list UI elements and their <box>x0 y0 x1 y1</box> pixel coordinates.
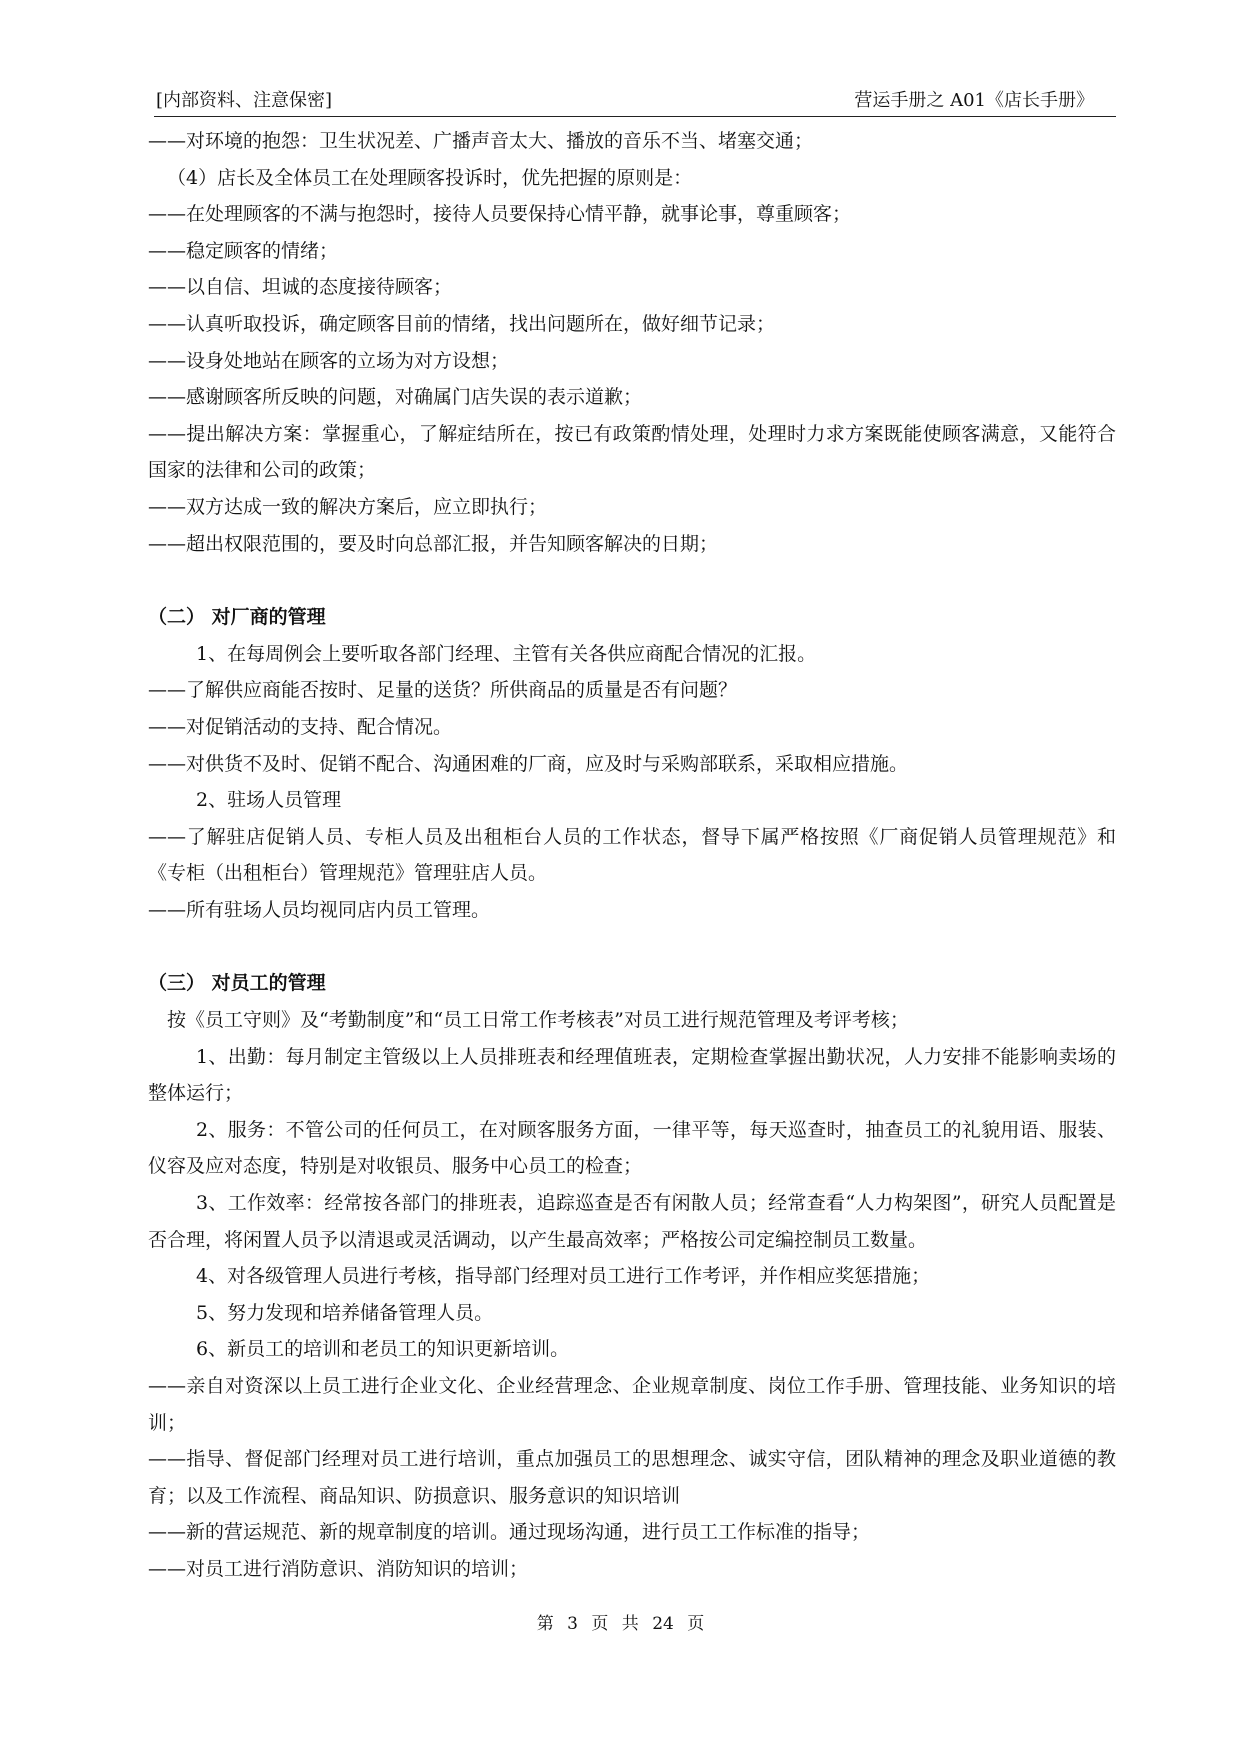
paragraph: ——对环境的抱怨：卫生状况差、广播声音太大、播放的音乐不当、堵塞交通； <box>148 130 814 152</box>
page-unit: 页 <box>591 1614 609 1634</box>
paragraph: 4、对各级管理人员进行考核，指导部门经理对员工进行工作考评，并作相应奖惩措施； <box>196 1265 931 1288</box>
paragraph: ——指导、督促部门经理对员工进行培训，重点加强员工的思想理念、诚实守信，团队精神的理念及职业道德的教育；以及工作流程、商品知识、防损意识、服务意识的知识培训 <box>148 1448 1116 1507</box>
paragraph: ——双方达成一致的解决方案后，应立即执行； <box>148 495 548 518</box>
document-body <box>148 123 1116 1588</box>
page-footer <box>0 1609 1241 1634</box>
paragraph: ——在处理顾客的不满与抱怨时，接待人员要保持心情平静，就事论事，尊重顾客； <box>148 203 852 226</box>
total-label: 共 <box>621 1614 639 1634</box>
page-number: 3 <box>567 1614 578 1634</box>
paragraph: ——设身处地站在顾客的立场为对方设想； <box>148 349 510 372</box>
paragraph: ——了解驻店促销人员、专柜人员及出租柜台人员的工作状态，督导下属严格按照《厂商促销人员管理规范》和《专柜（出租柜台）管理规范》管理驻店人员。 <box>148 825 1116 885</box>
paragraph: 2、驻场人员管理 <box>196 789 342 812</box>
paragraph: ——亲自对资深以上员工进行企业文化、企业经营理念、企业规章制度、岗位工作手册、管理技能、业务知识的培训； <box>148 1375 1116 1434</box>
paragraph: ——稳定顾客的情绪； <box>148 239 339 262</box>
header-manual-title: 营运手册之 A01《店长手册》 <box>854 90 1094 111</box>
section-heading-staff: （三） 对员工的管理 <box>148 972 326 995</box>
paragraph: ——对员工进行消防意识、消防知识的培训； <box>148 1557 529 1580</box>
header-confidential-label: [内部资料、注意保密] <box>156 90 333 111</box>
paragraph: 6、新员工的培训和老员工的知识更新培训。 <box>196 1338 570 1361</box>
paragraph: 按《员工守则》及“考勤制度”和“员工日常工作考核表”对员工进行规范管理及考评考核； <box>167 1009 909 1032</box>
paragraph: ——对促销活动的支持、配合情况。 <box>148 715 453 738</box>
paragraph: 5、努力发现和培养储备管理人员。 <box>196 1301 494 1324</box>
page-header <box>154 86 1116 117</box>
paragraph: ——所有驻场人员均视同店内员工管理。 <box>148 898 491 921</box>
paragraph: ——认真听取投诉，确定顾客目前的情绪，找出问题所在，做好细节记录； <box>148 312 776 335</box>
paragraph: 1、出勤：每月制定主管级以上人员排班表和经理值班表，定期检查掌握出勤状况，人力安排不能影响卖场的整体运行； <box>148 1045 1116 1105</box>
paragraph: ——了解供应商能否按时、足量的送货？所供商品的质量是否有问题？ <box>148 679 738 702</box>
paragraph: （4）店长及全体员工在处理顾客投诉时，优先把握的原则是： <box>167 166 693 189</box>
paragraph: 2、服务：不管公司的任何员工，在对顾客服务方面，一律平等，每天巡查时，抽查员工的礼貌用语、服装、仪容及应对态度，特别是对收银员、服务中心员工的检查； <box>148 1118 1116 1178</box>
paragraph: 3、工作效率：经常按各部门的排班表，追踪巡查是否有闲散人员；经常查看“人力构架图”，研究人员配置是否合理，将闲置人员予以清退或灵活调动，以产生最高效率；严格按公司定编控制员工数量。 <box>148 1192 1116 1251</box>
paragraph: ——以自信、坦诚的态度接待顾客； <box>148 276 453 299</box>
total-pages: 24 <box>652 1614 674 1634</box>
paragraph: ——对供货不及时、促销不配合、沟通困难的厂商，应及时与采购部联系，采取相应措施。 <box>148 752 909 775</box>
paragraph: ——超出权限范围的，要及时向总部汇报，并告知顾客解决的日期； <box>148 532 719 555</box>
page-label: 第 <box>536 1614 554 1634</box>
paragraph: ——感谢顾客所反映的问题，对确属门店失误的表示道歉； <box>148 386 643 409</box>
total-unit: 页 <box>687 1614 705 1634</box>
paragraph: ——新的营运规范、新的规章制度的培训。通过现场沟通，进行员工工作标准的指导； <box>148 1521 871 1544</box>
paragraph: 1、在每周例会上要听取各部门经理、主管有关各供应商配合情况的汇报。 <box>196 642 817 665</box>
section-heading-vendors: （二） 对厂商的管理 <box>148 606 326 629</box>
paragraph: ——提出解决方案：掌握重心，了解症结所在，按已有政策酌情处理，处理时力求方案既能使顾客满意，又能符合国家的法律和公司的政策； <box>148 422 1116 482</box>
